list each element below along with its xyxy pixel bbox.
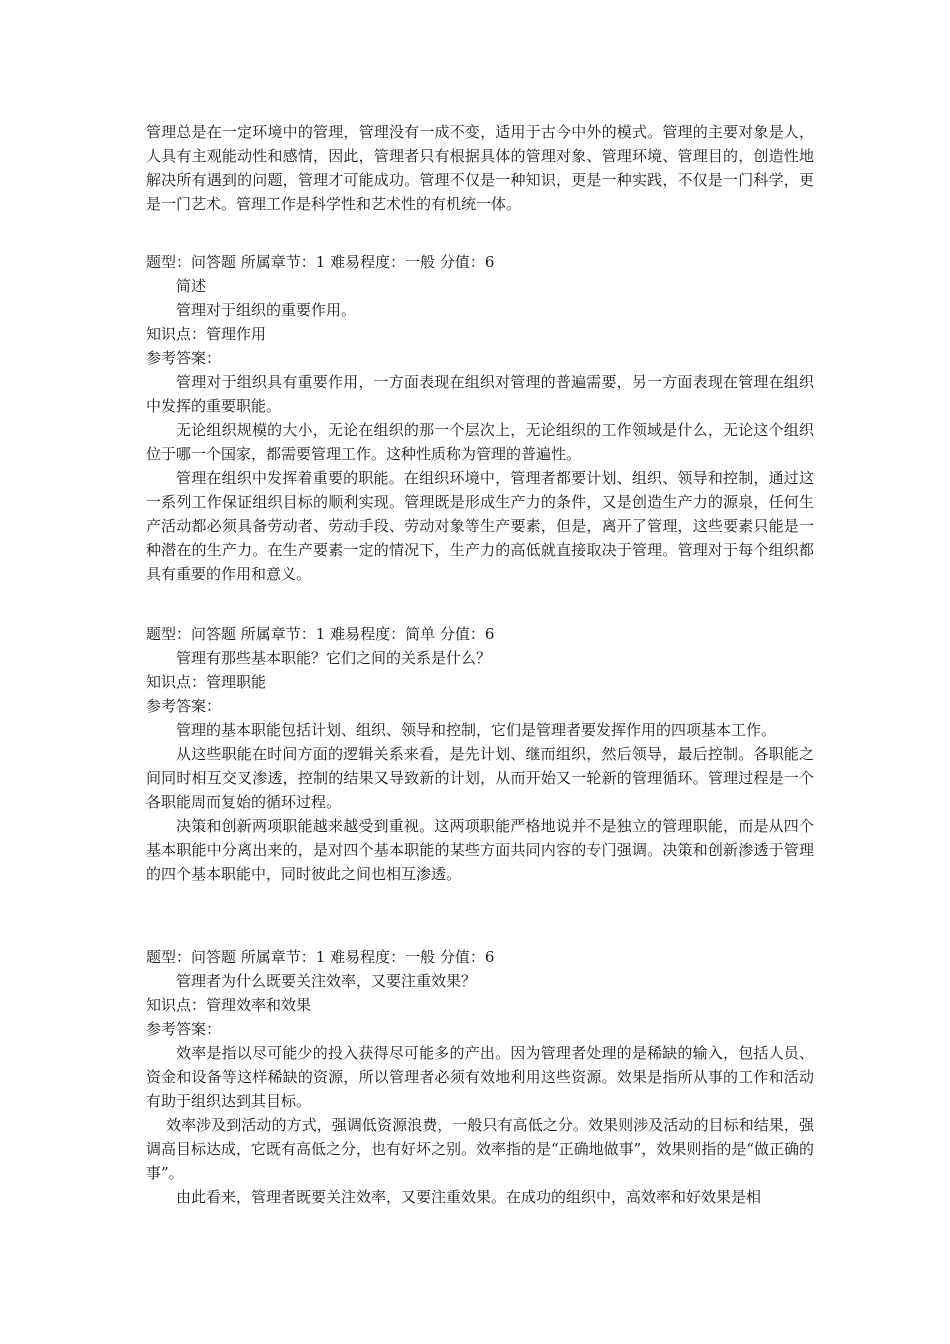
knowledge-point: 知识点：管理职能 — [146, 673, 267, 691]
question-meta: 题型：问答题 所属章节：1 难易程度：简单 分值：6 — [146, 625, 495, 643]
answer-paragraph: 效率涉及到活动的方式，强调低资源浪费，一般只有高低之分。效果则涉及活动的目标和结果，强调高目标达成，它既有高低之分，也有好坏之别。效率指的是“正确地做事”，效果则指的是“做正确的事”。 — [146, 1116, 815, 1182]
intro-section — [146, 120, 814, 216]
question-block-2 — [146, 622, 814, 886]
knowledge-point: 知识点：管理作用 — [146, 325, 267, 343]
answer-paragraph: 管理对于组织具有重要作用，一方面表现在组织对管理的普遍需要，另一方面表现在管理在组织中发挥的重要职能。 — [146, 373, 814, 415]
question-type-line: 简述 — [176, 277, 207, 295]
question-text: 管理对于组织的重要作用。 — [176, 301, 357, 319]
question-block-3 — [146, 945, 814, 1209]
answer-paragraph: 效率是指以尽可能少的投入获得尽可能多的产出。因为管理者处理的是稀缺的输入，包括人员、资金和设备等这样稀缺的资源，所以管理者必须有效地利用这些资源。效果是指所从事的工作和活动有助于组织达到其目标。 — [146, 1044, 814, 1110]
answer-label: 参考答案： — [146, 349, 222, 367]
knowledge-point: 知识点：管理效率和效果 — [146, 996, 312, 1014]
question-text: 管理有那些基本职能？它们之间的关系是什么？ — [176, 649, 492, 667]
intro-paragraph: 管理总是在一定环境中的管理，管理没有一成不变，适用于古今中外的模式。管理的主要对象是人，人具有主观能动性和感情，因此，管理者只有根据具体的管理对象、管理环境、管理目的，创造性地解决所有遇到的问题，管理才可能成功。管理不仅是一种知识，更是一种实践，不仅是一门科学，更是一门艺术。管理工作是科学性和艺术性的有机统一体。 — [146, 123, 814, 213]
answer-paragraph: 管理在组织中发挥着重要的职能。在组织环境中，管理者都要计划、组织、领导和控制，通过这一系列工作保证组织目标的顺利实现。管理既是形成生产力的条件，又是创造生产力的源泉，任何生产活动都必须具备劳动者、劳动手段、劳动对象等生产要素，但是，离开了管理，这些要素只能是一种潜在的生产力。在生产要素一定的情况下，生产力的高低就直接取决于管理。管理对于每个组织都具有重要的作用和意义。 — [146, 469, 814, 583]
answer-paragraph: 无论组织规模的大小，无论在组织的那一个层次上，无论组织的工作领域是什么，无论这个组织位于哪一个国家，都需要管理工作。这种性质称为管理的普遍性。 — [146, 421, 814, 463]
question-text: 管理者为什么既要关注效率，又要注重效果？ — [176, 972, 477, 990]
answer-paragraph: 管理的基本职能包括计划、组织、领导和控制，它们是管理者要发挥作用的四项基本工作。 — [176, 721, 777, 739]
question-meta: 题型：问答题 所属章节：1 难易程度：一般 分值：6 — [146, 253, 495, 271]
answer-label: 参考答案： — [146, 1020, 222, 1038]
question-block-1 — [146, 250, 814, 586]
question-meta: 题型：问答题 所属章节：1 难易程度：一般 分值：6 — [146, 948, 495, 966]
answer-paragraph: 决策和创新两项职能越来越受到重视。这两项职能严格地说并不是独立的管理职能，而是从四个基本职能中分离出来的，是对四个基本职能的某些方面共同内容的专门强调。决策和创新渗透于管理的四个基本职能中，同时彼此之间也相互渗透。 — [146, 817, 814, 883]
answer-label: 参考答案： — [146, 697, 222, 715]
answer-paragraph: 由此看来，管理者既要关注效率，又要注重效果。在成功的组织中，高效率和好效果是相 — [176, 1188, 762, 1206]
answer-paragraph: 从这些职能在时间方面的逻辑关系来看，是先计划、继而组织，然后领导，最后控制。各职能之间同时相互交叉渗透，控制的结果又导致新的计划，从而开始又一轮新的管理循环。管理过程是一个各职能周而复始的循环过程。 — [146, 745, 814, 811]
